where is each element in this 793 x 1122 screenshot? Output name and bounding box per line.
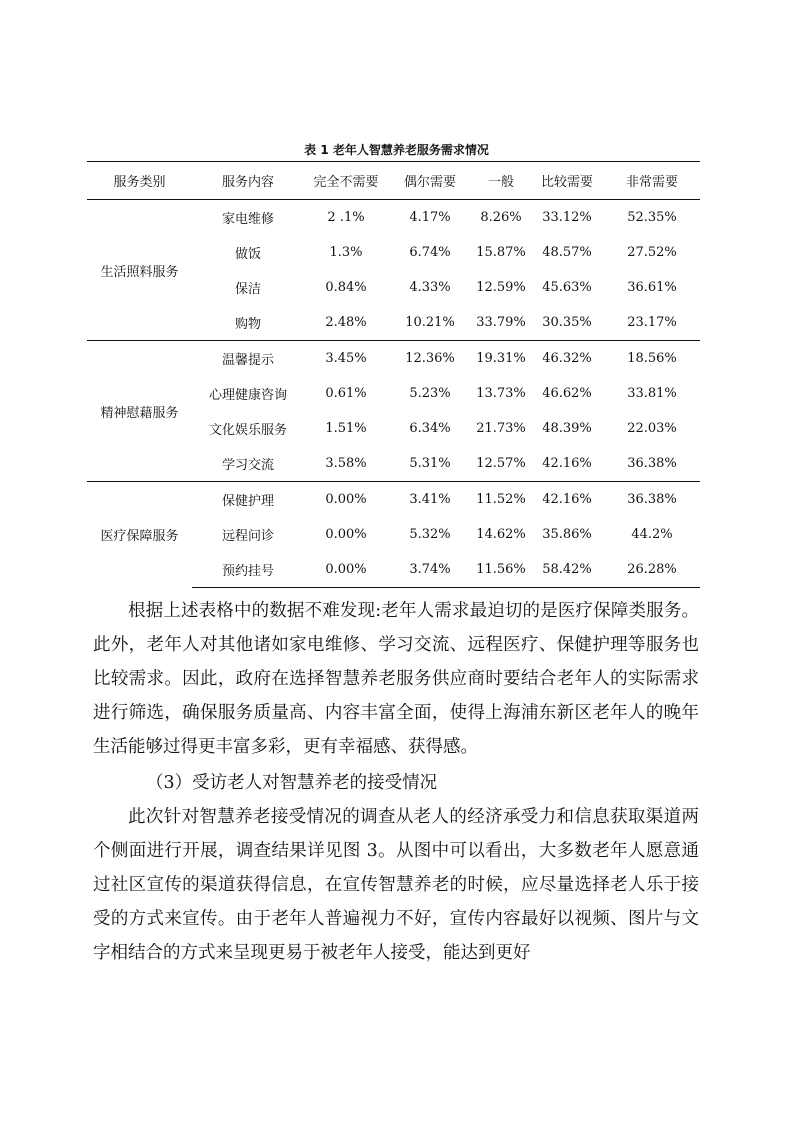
service-content-cell: 保洁 (234, 282, 261, 297)
table-group (87, 341, 700, 482)
percentage-cell: 46.32% (530, 341, 604, 377)
table-row (87, 200, 700, 236)
percentage-cell: 12.59% (476, 280, 526, 295)
table-row (87, 341, 700, 377)
service-content-cell: 文化娱乐服务 (208, 423, 287, 438)
percentage-cell: 5.23% (409, 386, 451, 401)
service-content-cell: 购物 (234, 317, 261, 332)
percentage-cell: 3.45% (304, 341, 388, 377)
percentage-cell: 4.17% (409, 210, 451, 225)
percentage-cell: 4.33% (409, 280, 451, 295)
header-not-needed: 完全不需要 (304, 162, 388, 200)
service-content-cell: 远程问诊 (221, 529, 274, 544)
percentage-cell: 13.73% (476, 386, 526, 401)
paragraph-findings: 根据上述表格中的数据不难发现:老年人需求最迫切的是医疗保障类服务。此外，老年人对其他诸如家电维修、学习交流、远程医疗、保健护理等服务也比较需求。因此，政府在选择智慧养老服务供应商时要结合老年人的实际需求进行筛选，确保服务质量高、内容丰富全面，使得上海浦东新区老年人的晚年生活能够过得更丰富多彩，更有幸福感、获得感。 (93, 601, 699, 757)
percentage-cell: 36.61% (627, 280, 677, 295)
percentage-cell: 23.17% (627, 315, 677, 330)
percentage-cell: 44.2% (631, 527, 673, 542)
percentage-cell: 33.81% (627, 386, 677, 401)
section-heading-acceptance: （3）受访老人对智慧养老的接受情况 (146, 773, 438, 793)
paragraph-acceptance: 此次针对智慧养老接受情况的调查从老人的经济承受力和信息获取渠道两个侧面进行开展，调查结果详见图 3。从图中可以看出，大多数老年人愿意通过社区宣传的渠道获得信息，在宣传智慧养老的时候，应尽量选择老人乐于接受的方式来宣传。由于老年人普遍视力不好，宣传内容最好以视频、图片与文字相结合的方式来呈现更易于被老年人接受，能达到更好 (93, 807, 699, 963)
percentage-cell: 3.74% (388, 552, 472, 588)
service-content-cell: 心理健康咨询 (208, 388, 287, 403)
table-group (87, 200, 700, 341)
percentage-cell: 21.73% (476, 421, 526, 436)
percentage-cell: 12.36% (388, 341, 472, 377)
percentage-cell: 42.16% (530, 482, 604, 518)
percentage-cell: 30.35% (542, 315, 592, 330)
category-cell: 精神慰藉服务 (87, 341, 192, 482)
percentage-cell: 0.84% (325, 280, 367, 295)
header-content: 服务内容 (192, 162, 304, 200)
percentage-cell: 1.3% (329, 245, 363, 260)
percentage-cell: 35.86% (542, 527, 592, 542)
percentage-cell: 48.39% (542, 421, 592, 436)
percentage-cell: 5.32% (409, 527, 451, 542)
header-occasionally: 偶尔需要 (388, 162, 472, 200)
category-cell: 生活照料服务 (100, 264, 179, 280)
service-content-cell: 保健护理 (192, 482, 304, 518)
percentage-cell: 45.63% (542, 280, 592, 295)
percentage-cell: 5.31% (409, 456, 451, 471)
percentage-cell: 42.16% (542, 456, 592, 471)
percentage-cell: 12.57% (476, 456, 526, 471)
percentage-cell: 2 .1% (327, 210, 365, 225)
percentage-cell: 26.28% (604, 552, 700, 588)
percentage-cell: 48.57% (542, 245, 592, 260)
percentage-cell: 19.31% (472, 341, 530, 377)
percentage-cell: 1.51% (325, 421, 367, 436)
percentage-cell: 0.00% (304, 482, 388, 518)
percentage-cell: 36.38% (604, 482, 700, 518)
percentage-cell: 52.35% (627, 210, 677, 225)
table-header-row (87, 162, 700, 200)
percentage-cell: 2.48% (325, 315, 367, 330)
percentage-cell: 15.87% (476, 245, 526, 260)
percentage-cell: 14.62% (476, 527, 526, 542)
table-caption: 表 1 老年人智慧养老服务需求情况 (304, 143, 489, 157)
service-content-cell: 家电维修 (221, 212, 274, 227)
percentage-cell: 27.52% (627, 245, 677, 260)
percentage-cell: 6.74% (409, 245, 451, 260)
percentage-cell: 33.79% (476, 315, 526, 330)
header-neutral: 一般 (472, 162, 530, 200)
header-category: 服务类别 (87, 162, 192, 200)
header-very-needed: 非常需要 (604, 162, 700, 200)
percentage-cell: 0.61% (325, 386, 367, 401)
percentage-cell: 11.56% (472, 552, 530, 588)
header-fairly-needed: 比较需要 (530, 162, 604, 200)
percentage-cell: 22.03% (627, 421, 677, 436)
percentage-cell: 18.56% (604, 341, 700, 377)
table-group (87, 482, 700, 588)
service-content-cell: 预约挂号 (192, 552, 304, 588)
percentage-cell: 58.42% (530, 552, 604, 588)
percentage-cell: 3.58% (325, 456, 367, 471)
percentage-cell: 11.52% (472, 482, 530, 518)
percentage-cell: 6.34% (409, 421, 451, 436)
percentage-cell: 10.21% (405, 315, 455, 330)
service-content-cell: 学习交流 (221, 458, 274, 473)
percentage-cell: 33.12% (542, 210, 592, 225)
percentage-cell: 3.41% (388, 482, 472, 518)
percentage-cell: 36.38% (627, 456, 677, 471)
service-demand-table (87, 161, 700, 588)
percentage-cell: 0.00% (304, 552, 388, 588)
table-row (87, 482, 700, 518)
service-content-cell: 做饭 (234, 247, 261, 262)
percentage-cell: 0.00% (325, 527, 367, 542)
percentage-cell: 8.26% (480, 210, 522, 225)
service-content-cell: 温馨提示 (192, 341, 304, 377)
category-cell: 医疗保障服务 (87, 482, 192, 588)
percentage-cell: 46.62% (542, 386, 592, 401)
